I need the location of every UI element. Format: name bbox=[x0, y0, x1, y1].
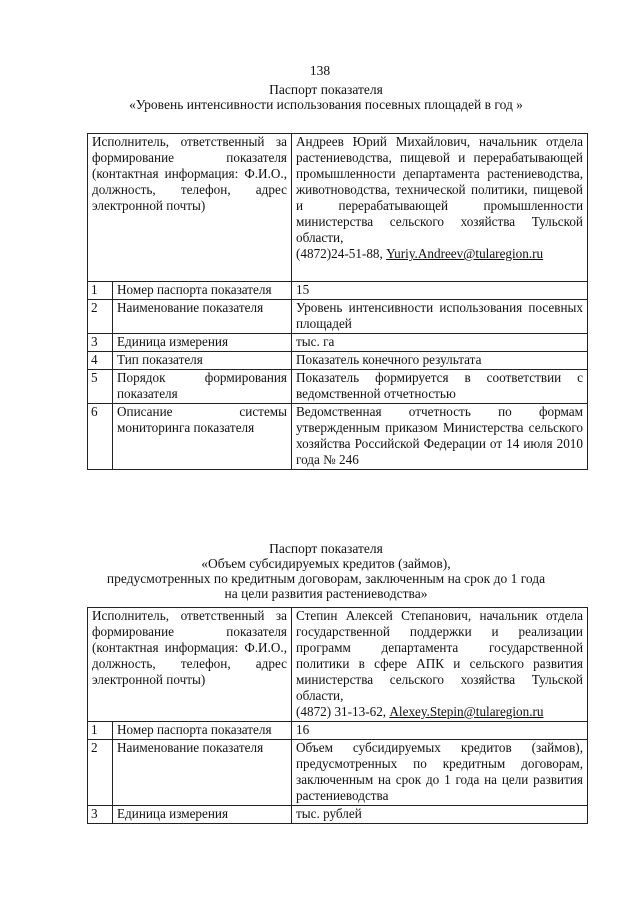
table-row bbox=[88, 282, 588, 300]
passport-2-table bbox=[87, 607, 588, 824]
executor-email-link[interactable]: Yuriy.Andreev@tularegion.ru bbox=[386, 246, 544, 261]
passport-2-title bbox=[84, 541, 568, 601]
table-row bbox=[88, 300, 588, 334]
row-label: Порядок формирования показателя bbox=[113, 370, 292, 404]
table-row bbox=[88, 352, 588, 370]
row-value: 15 bbox=[292, 282, 588, 300]
row-number: 3 bbox=[88, 334, 113, 352]
table-row bbox=[88, 740, 588, 806]
row-label: Единица измерения bbox=[113, 806, 292, 824]
executor-value-text: Степин Алексей Степанович, начальник отдела государственной поддержки и реализации программ департамента государственной политики в сфере АПК и сельского развития министерства сельского хозяйства Тульской области, bbox=[296, 608, 583, 703]
row-label: Номер паспорта показателя bbox=[113, 722, 292, 740]
row-number: 6 bbox=[88, 404, 113, 470]
row-number: 5 bbox=[88, 370, 113, 404]
row-label: Тип показателя bbox=[113, 352, 292, 370]
row-number: 4 bbox=[88, 352, 113, 370]
table-row bbox=[88, 334, 588, 352]
row-number: 3 bbox=[88, 806, 113, 824]
executor-phone: (4872)24-51-88, bbox=[296, 246, 383, 261]
row-label: Описание системы мониторинга показателя bbox=[113, 404, 292, 470]
row-value: тыс. рублей bbox=[292, 806, 588, 824]
row-value: Ведомственная отчетность по формам утвержденным приказом Министерства сельского хозяйства Российской Федерации от 14 июля 2010 года № 246 bbox=[292, 404, 588, 470]
row-number: 1 bbox=[88, 282, 113, 300]
row-number: 2 bbox=[88, 740, 113, 806]
row-label: Единица измерения bbox=[113, 334, 292, 352]
passport-2-subtitle-line-1: «Объем субсидируемых кредитов (займов), bbox=[201, 556, 451, 571]
row-label: Наименование показателя bbox=[113, 300, 292, 334]
executor-value-text: Андреев Юрий Михайлович, начальник отдела растениеводства, пищевой и перерабатывающей промышленности департамента растениеводства, животноводства, технической политики, пищевой и перерабатывающей промышленности министерства сельского хозяйства Тульской области, bbox=[296, 134, 583, 245]
table-row bbox=[88, 806, 588, 824]
row-value: Объем субсидируемых кредитов (займов), предусмотренных по кредитным договорам, заключенным на срок до 1 года на цели развития растениеводства bbox=[292, 740, 588, 806]
row-label: Наименование показателя bbox=[113, 740, 292, 806]
executor-row bbox=[88, 134, 588, 282]
row-value: Уровень интенсивности использования посевных площадей bbox=[292, 300, 588, 334]
executor-phone: (4872) 31-13-62, bbox=[296, 704, 387, 719]
page-number: 138 bbox=[309, 63, 331, 78]
passport-1-table bbox=[87, 133, 588, 470]
passport-2-subtitle-line-2: предусмотренных по кредитным договорам, заключенным на срок до 1 года bbox=[106, 571, 546, 586]
table-row bbox=[88, 370, 588, 404]
executor-value bbox=[292, 134, 588, 282]
table-row bbox=[88, 722, 588, 740]
passport-2-subtitle-line-3: на цели развития растениеводства» bbox=[224, 586, 428, 601]
passport-1-heading: Паспорт показателя bbox=[269, 82, 383, 97]
executor-value bbox=[292, 608, 588, 722]
executor-row bbox=[88, 608, 588, 722]
row-number: 1 bbox=[88, 722, 113, 740]
executor-label: Исполнитель, ответственный за формирование показателя (контактная информация: Ф.И.О., должность, телефон, адрес электронной почты) bbox=[88, 608, 292, 722]
row-value: тыс. га bbox=[292, 334, 588, 352]
row-value: 16 bbox=[292, 722, 588, 740]
executor-email-link[interactable]: Alexey.Stepin@tularegion.ru bbox=[389, 704, 544, 719]
executor-label: Исполнитель, ответственный за формирование показателя (контактная информация: Ф.И.О., должность, телефон, адрес электронной почты) bbox=[88, 134, 292, 282]
passport-1-title bbox=[84, 82, 568, 112]
passport-2-heading: Паспорт показателя bbox=[269, 541, 383, 556]
row-value: Показатель формируется в соответствии с ведомственной отчетностью bbox=[292, 370, 588, 404]
row-value: Показатель конечного результата bbox=[292, 352, 588, 370]
table-row bbox=[88, 404, 588, 470]
row-number: 2 bbox=[88, 300, 113, 334]
row-label: Номер паспорта показателя bbox=[113, 282, 292, 300]
passport-1-subtitle: «Уровень интенсивности использования посевных площадей в год » bbox=[129, 97, 523, 112]
